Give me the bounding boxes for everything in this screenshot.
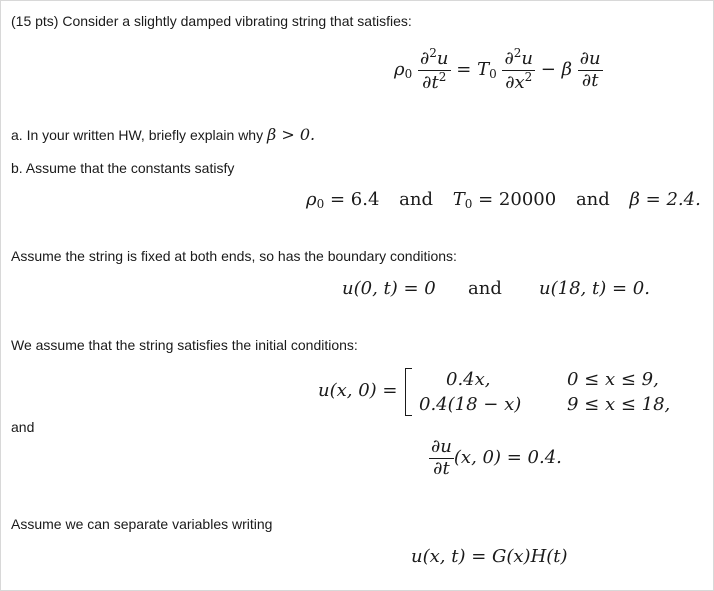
case-2-cond: 9 ≤ x ≤ 18, (567, 394, 671, 415)
problem-intro: (15 pts) Consider a slightly damped vibrating string that satisfies: (11, 13, 412, 29)
velocity-rest: (x, 0) = 0.4. (453, 447, 562, 469)
part-a (11, 125, 315, 144)
pde-rho-sub: 0 (404, 67, 413, 82)
pde-rho: ρ (394, 59, 405, 81)
case-1-cond: 0 ≤ x ≤ 9, (567, 369, 659, 390)
initial-velocity (429, 437, 562, 479)
part-b-text: b. Assume that the constants satisfy (11, 160, 235, 176)
initial-text: We assume that the string satisfies the initial conditions: (11, 337, 358, 353)
rho0-value: = 6.4 (329, 189, 380, 210)
pde-T: T (477, 59, 490, 81)
part-a-math: β > 0. (267, 125, 316, 144)
T0-value: = 20000 (478, 189, 557, 210)
pde-frac-ut: $\frac{\partial u}{\partial t}$ (579, 48, 601, 91)
case-1-expr: 0.4x, (446, 369, 491, 390)
and-2: and (575, 189, 610, 210)
case-2-expr: 0.4(18 − x) (419, 394, 522, 415)
piecewise-bracket (405, 368, 412, 416)
part-a-text: a. In your written HW, briefly explain why (11, 127, 264, 143)
separation-formula: u(x, t) = G(x)H(t) (411, 546, 568, 567)
and-label: and (11, 419, 35, 435)
beta-value: β = 2.4. (629, 189, 701, 210)
pde-equation: $\rho_0$ $\frac{\partial^2u}{\partial t^2}$ = $T_0$ $\frac{\partial^2u}{\partial x^2}$ − β $\frac{\partial u}{\partial t}$ (394, 46, 601, 93)
constants-line: $\rho_0 = 6.4$ and $T_0 = 20000$ and β = 2.4. (306, 189, 701, 211)
boundary-right: u(18, t) = 0. (539, 278, 650, 299)
and-1: and (399, 189, 433, 210)
boundary-and: and (468, 278, 502, 299)
separation-text: Assume we can separate variables writing (11, 516, 273, 532)
pde-frac-uxx: $\frac{\partial^2u}{\partial x^2}$ (504, 46, 534, 93)
boundary-text: Assume the string is fixed at both ends, so has the boundary conditions: (11, 248, 457, 264)
pde-minus: − (540, 59, 556, 81)
pde-beta: β (561, 59, 572, 81)
pde-equals: = (456, 59, 472, 81)
pde-frac-utt: $\frac{\partial^2u}{\partial t^2}$ (419, 46, 449, 93)
initial-lhs: u(x, 0) = (318, 380, 398, 401)
boundary-left: u(0, t) = 0 (342, 278, 436, 299)
velocity-fraction: $\frac{\partial u}{\partial t}$ (431, 436, 452, 479)
